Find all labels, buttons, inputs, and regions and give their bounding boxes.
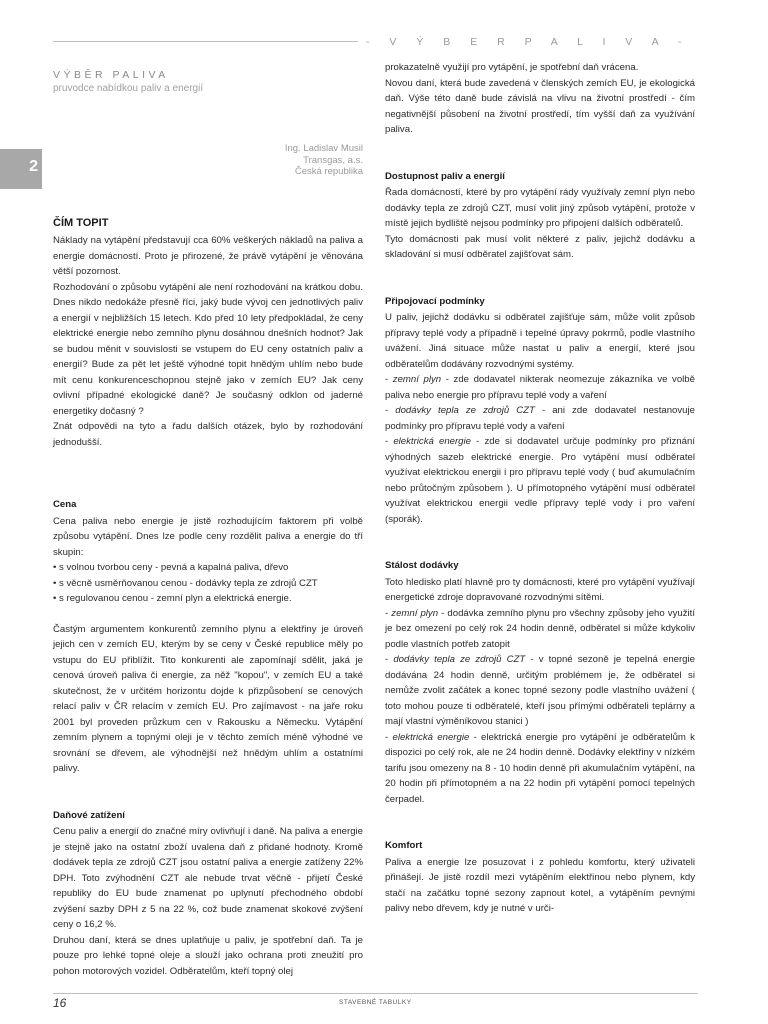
term-text: - elektrická energie pro vytápění je odběratelům k dispozici po celý rok, ale ne 24 hodin denně. Dodávky elektřiny v nízkém tarifu jsou omezeny na 8 - 10 hodin denně při akumulačním vytápění, na 20 hodin při přímotopném a na 22 hodin při vytápění pomocí tepelných čerpadel. <box>385 731 695 805</box>
term-text: - zde si dodavatel určuje podmínky pro přiznání výhodných sazeb elektrické energie. Pro vytápění musí odběratel využívat elektrickou energii i pro přípravu teplé vody ( buď akumulačním nebo průtočným způsobem ). U přímotopného vytápění musí odběratel využívat elektrickou energii vedle přípravy teplé vody i pro vaření (sporák). <box>385 436 695 525</box>
author-block <box>53 143 363 178</box>
running-title: - V Ý B E R P A L I V A - <box>358 37 698 47</box>
right-column <box>385 60 695 917</box>
author-name: Ing. Ladislav Musil <box>284 143 363 154</box>
section-heading-cena: Cena <box>53 499 77 510</box>
chapter-tab <box>0 149 42 189</box>
paragraph: Rozhodování o způsobu vytápění ale není rozhodování na krátkou dobu. Dnes nikdo nedokáže přesně říci, jaký bude vývoj cen jednotlivých paliv a energií v nejbližších 15 letech. Kdo před 10 lety předpokládal, že ceny elektrické energie nebo zemního plynu dosáhnou dnešních hodnot? Jak se budou měnit v souvislosti se vstupem do EU ceny ostatních paliv a energií? Bude za pět let ještě výhodné topit hnědým uhlím nebo bude mít cenu konkurenceschopnou stejně jako v zemích EU? Jak ceny ovlivní případné ekologické daně? Je současný odklon od jaderné energetiky dočasný ? <box>53 281 363 417</box>
paragraph: Znát odpovědi na tyto a řadu dalších otázek, bylo by rozhodování jednodušší. <box>53 421 363 448</box>
list-item: - zemní plyn - zde dodavatel nikterak neomezuje zákazníka ve volbě paliva nebo energie pro přípravu teplé vody a vaření <box>385 374 695 401</box>
article-subtitle: pruvodce nabídkou paliv a energií <box>53 83 204 94</box>
paragraph: Cena paliva nebo energie je jistě rozhodujícím faktorem při volbě způsobu vytápění. Dnes lze podle ceny rozdělit paliva a energie do tří skupin: <box>53 515 363 558</box>
list-item: • s věcně usměrňovanou cenou - dodávky tepla ze zdrojů CZT <box>53 576 363 592</box>
paragraph: prokazatelně využijí pro vytápění, je spotřební daň vrácena. <box>385 62 639 73</box>
term: zemní plyn <box>391 607 439 619</box>
paragraph: Paliva a energie lze posuzovat i z pohledu komfortu, který uživateli přinášejí. Je jistě rozdíl mezi vytápěním elektřinou nebo plynem, kdy stačí na začátku topné sezony zapnout kotel, a vytápěním pevnými palivy nebo dřevem, kdy je nutné v urči- <box>385 856 695 914</box>
section-heading-dane: Daňové zatížení <box>53 809 125 821</box>
section-heading-komfort: Komfort <box>385 840 423 851</box>
term-text: - zde dodavatel nikterak neomezuje zákazníka ve volbě paliva nebo energie pro přípravu teplé vody a vaření <box>385 374 695 401</box>
page-number: 16 <box>53 996 67 1010</box>
term: dodávky tepla ze zdrojů CZT <box>395 405 535 416</box>
footer-rule <box>53 993 698 994</box>
list-item: - dodávky tepla ze zdrojů CZT - ani zde dodavatel nestanovuje podmínky pro přípravu teplé vody a vaření <box>385 405 695 432</box>
paragraph: Druhou daní, která se dnes uplatňuje u paliv, je spotřební daň. Ta je pouze pro lehké topné oleje a slouží jako ochrana proti zneužití pro pohon motorových vozidel. Odběratelům, kteří topný olej <box>53 934 363 977</box>
section-heading-dostupnost: Dostupnost paliv a energií <box>385 170 505 182</box>
term: elektrická energie <box>392 731 470 743</box>
publication-name: STAVEBNÉ TABULKY <box>339 999 412 1006</box>
list-item: • s regulovanou cenou - zemní plyn a elektrická energie. <box>53 591 363 607</box>
chapter-number: 2 <box>29 158 38 175</box>
term: dodávky tepla ze zdrojů CZT <box>393 654 526 665</box>
term: zemní plyn <box>392 374 442 385</box>
paragraph: Častým argumentem konkurentů zemního plynu a elektřiny je úroveň jejich cen v zemích EU, kterým by se ceny v České republice měly po vstupu do EU přiblížit. Tito konkurenti ale zapomínají sdělit, jaká je cenová úroveň paliva či energie, za něž "kopou", v zemích EU a také skutečnost, že v určitém horizontu dojde k přizpůsobení se cenových relací paliv v ČR relacím v zemích EU. Pro zajímavost - na jaře roku 2001 byl proveden průzkum cen v Rakousku a Německu. Vytápění zemním plynem a topnými oleji je v těchto zemích méně výhodné ve srovnání se dřevem, ale výhodnější než hnědým uhlím a ostatními palivy. <box>53 623 363 774</box>
paragraph: Cenu paliv a energií do značné míry ovlivňují i daně. Na paliva a energie je stejně jako na ostatní zboží uvalena daň z přidané hodnoty. Kromě dodávek tepla ze zdrojů CZT jsou ostatní paliva a energie zatíženy 22% DPH. Toto zvýhodnění CZT ale nebude trvat věčně - přijetí České republiky do EU bude znamenat po uplynutí přechodného období zvýšení sazby DPH z 5 na 22 %, což bude znamenat skokové zvýšení ceny o 16,2 %. <box>53 826 363 930</box>
section-heading-stalost: Stálost dodávky <box>385 560 459 571</box>
main-heading: ČÍM TOPIT <box>53 216 109 229</box>
paragraph: U paliv, jejichž dodávku si odběratel zajišťuje sám, může volit způsob přípravy teplé vody a případně i tepelné úpravy pokrmů, podle vlastního uvážení. Jiná situace může nastat u paliv a energií, které jsou odběratelům dodávány rozvodnými systémy. <box>385 312 695 370</box>
paragraph: Řada domácností, které by pro vytápění rády využívaly zemní plyn nebo dodávky tepla ze zdrojů CZT, musí volit jiný způsob vytápění, protože v místě jejich bydliště nejsou podmínky pro připojení dalších odběratelů. <box>385 187 695 229</box>
list-item: - zemní plyn - dodávka zemního plynu pro všechny způsoby jeho využití je bez omezení po celý rok 24 hodin denně, odběratel si může kdykoliv podle vlastních potřeb zatopit <box>385 607 695 650</box>
paragraph: Toto hledisko platí hlavně pro ty domácnosti, které pro vytápění využívají energetické zdroje dopravované rozvodnými sítěmi. <box>385 576 695 603</box>
list-item: • s volnou tvorbou ceny - pevná a kapalná paliva, dřevo <box>53 560 363 576</box>
term: elektrická energie <box>393 436 471 447</box>
author-country: Česká republika <box>294 166 363 177</box>
term-text: - v topné sezoně je tepelná energie dodávána 24 hodin denně, určitým problémem je, že odběratel si nemůže zvolit začátek a konec topné sezony podle vlastního uvážení ( toto mohou pouze ti odběratelé, kteří jsou přímými odběrateli teplárny a mají vlastní výměníkovou stanici ) <box>385 654 695 727</box>
section-heading-pripojovaci: Připojovací podmínky <box>385 295 485 307</box>
left-column <box>53 60 363 979</box>
paragraph: Novou daní, která bude zavedená v členských zemích EU, je ekologická daň. Výše této daně bude závislá na vlivu na životní prostředí - čím negativnější působení na životní prostředí, tím vyšší daň za využívání paliva. <box>385 77 695 135</box>
list-item: - dodávky tepla ze zdrojů CZT - v topné sezoně je tepelná energie dodávána 24 hodin denně, určitým problémem je, že odběratel si nemůže zvolit začátek a konec topné sezony podle vlastního uvážení ( toto mohou pouze ti odběratelé, kteří jsou přímými odběrateli teplárny a mají vlastní výměníkovou stanici ) <box>385 654 695 727</box>
author-company: Transgas, a.s. <box>303 154 363 166</box>
list-item: - elektrická energie - zde si dodavatel určuje podmínky pro přiznání výhodných sazeb elektrické energie. Pro vytápění musí odběratel využívat elektrickou energii i pro přípravu teplé vody ( buď akumulačním nebo průtočným způsobem ). U přímotopného vytápění musí odběratel využívat elektrickou energii vedle přípravy teplé vody i pro vaření (sporák). <box>385 436 695 525</box>
term-text: - dodávka zemního plynu pro všechny způsoby jeho využití je bez omezení po celý rok 24 hodin denně, odběratel si může kdykoliv podle vlastních potřeb zatopit <box>385 607 695 650</box>
paragraph: Tyto domácnosti pak musí volit některé z paliv, jejichž dodávku a skladování si musí odběratel zajišťovat sám. <box>385 233 695 260</box>
paragraph: Náklady na vytápění představují cca 60% veškerých nákladů na paliva a energie domácností. Proto je přirozené, že právě vytápění je věnována větší pozornost. <box>53 235 363 277</box>
list-item: - elektrická energie - elektrická energie pro vytápění je odběratelům k dispozici po celý rok, ale ne 24 hodin denně. Dodávky elektřiny v nízkém tarifu jsou omezeny na 8 - 10 hodin denně při akumulačním vytápění, na 20 hodin při přímotopném a na 22 hodin při vytápění pomocí tepelných čerpadel. <box>385 731 695 805</box>
term-text: - ani zde dodavatel nestanovuje podmínky pro přípravu teplé vody a vaření <box>385 405 695 432</box>
article-title: VÝBĚR PALIVA <box>53 69 169 81</box>
